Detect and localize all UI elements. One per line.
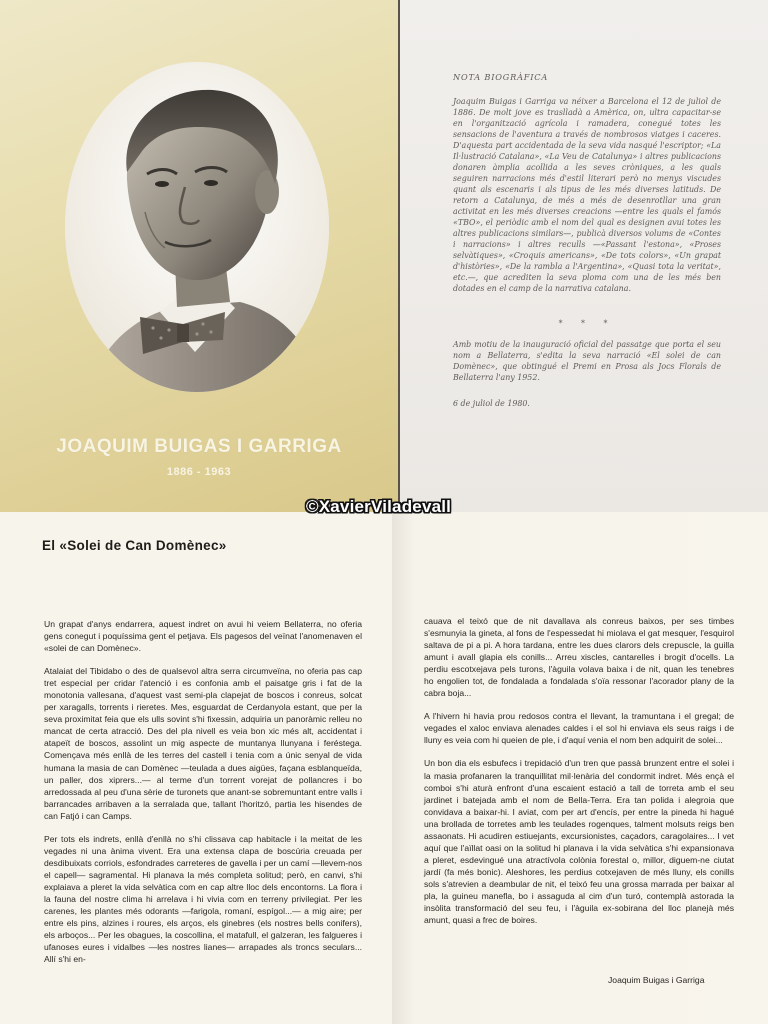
author-signature: Joaquim Buigas i Garriga — [608, 975, 705, 985]
bio-heading: NOTA BIOGRÀFICA — [453, 72, 549, 82]
paragraph: A l'hivern hi havia prou redosos contra el llevant, la tramuntana i el gregal; de vegades el xaloc enviava alenades caldes i el sol hi enviava els seus raigs i de lluny es veia com hi queien de ple, i d'aquí venia el nom ben adquirit de solei... — [424, 711, 734, 746]
article-title: El «Solei de Can Domènec» — [42, 538, 227, 553]
portrait-oval — [65, 62, 329, 392]
copyright-watermark: ©XavierViladevall — [306, 497, 452, 516]
paragraph: Un grapat d'anys endarrera, aquest indret on avui hi veiem Bellaterra, no oferia gens conegut i poquíssima gent el petjava. Els pagesos del veïnat l'anomenaven el «solei de can Domènec». — [44, 619, 362, 654]
biography-page — [400, 0, 768, 512]
bio-edition-note: Amb motiu de la inauguració oficial del passatge que porta el seu nom a Bellaterra, s'edita la seva narració «El solei de can Domènec», que obtingué el Premi en Prosa als Jocs Florals de Bellaterra l'any 1952. — [453, 340, 721, 382]
cover-page — [0, 0, 398, 512]
article-column-right — [424, 615, 734, 937]
bio-date: 6 de juliol de 1980. — [453, 399, 530, 408]
paragraph: Per tots els indrets, enllà d'enllà no s'hi clissava cap habitacle i la meitat de les vegades ni una ànima vivent. Era una extensa clapa de boscúria creuada per desdibuixats corriols, esfondrades carreteres de gavella i per un camí —llevem-nos el capell— sagramental. Hi planava la més completa solitud; però, en canvi, s'hi explaiava a pleret la vida selvàtica com en cap altre lloc dels encontorns. La flora i la fauna del nostre clima hi arrelava i hi vivia com en terreny privilegiat. Per les carenes, les plantes més odorants —farigola, romaní, espígol...— a mig aire; per entre els pins, alzines i roures, els arços, els ginebres (els nostres bells conifers), els arboços... Per les obagues, la coscollina, el matafull, el galzeran, les falgueres i ufanoses eures i vidalbes —les nostres lianes— arrapades als troncs seculars... Allí s'hi en- — [44, 833, 362, 965]
bio-body: Joaquim Buigas i Garriga va néixer a Barcelona el 12 de juliol de 1886. De molt jove es traslladà a Amèrica, on, ultra capacitar-se en l'organització agrícola i ramadera, conegué totes les sensacions de l'aventura a través de nombrosos viatges i caceres. D'aquesta part accidentada de la seva vida nasqué l'escriptor; «La Il·lustració Catalana», «La Veu de Catalunya» i altres publicacions donaren àmplia acollida a les seves cròniques, a les quals seguiren narracions més d'estil literari però no menys viscudes quant als escenaris i als tipus de les més diverses latituds. De retorn a Catalunya, de més a més de desenrotllar una gran activitat en les més diverses creacions —entre les quals el famós «TBO», el periòdic amb el nom del qual es designen avui totes les altres publicacions similars—, publicà diversos volums de «Contes i narracions» i altres reculls —«Passant l'estona», «Proses selvàtiques», «Croquis americans», «De tots colors», «Un grapat d'històries», «De la rambla a l'Argentina», «Quasi tota la veritat», etc.—, que acrediten la seva ploma com una de les més ben dotades en el camp de la narrativa catalana. — [453, 97, 721, 293]
cover-life-years: 1886 - 1963 — [166, 466, 232, 478]
bio-separator: * * * — [558, 319, 616, 328]
paragraph: cauava el teixó que de nit davallava als conreus baixos, per ses timbes s'esmunyia la gineta, al fons de l'espessedat hi miolava el gat mesquer, l'esquirol saltava de pi a pi. A hora tardana, entre les dues clarors dels crepuscle, la guilla amunt i avall glapia els conills... Arreu xiscles, cantarelles i brogit d'ocells. La perdiu escotxejava pels turons, l'àguila volava baixa i de nit, quan les tenebres ho engolien tot, de fondalada a fondalada s'oïa ressonar l'acorador plany de la cabra boja... — [424, 616, 734, 699]
paragraph: Un bon dia els esbufecs i trepidació d'un tren que passà brunzent entre el solei i la masia profanaren la tranquillitat mil·lenària del condormit indret. Més ençà el comboi s'hi aturà enfront d'una escaient estació a tall de torreta amb el seu jardinet i batejada amb el nom de Bella-Terra. Era tan polida i alegroia que convidava a baixar-hi. I aviat, com per art d'encís, per entre la pineda hi hagué una brollada de torretes amb les teulades rogenques, talment molsuts reigs ben assaonats. Hi acudiren estiuejants, excursionistes, caçadors, caragolaires... I vet aquí que l'aïllat oasi on la solitud hi planava i la vida selvàtica s'hi expansionava a pleret, esdevingué una atractívola colònia forestal o, millor, diguem-ne ciutat jardí (fa més bonic). Aleshores, les perdius cotxejaven de més lluny, els conills sols s'atrevien a deambular de nit, el teixó feu una grossa marrada per baixar al pla, la guineu manefla, bo i assaguda al cim d'un turó, contemplà astorada la insòlita transformació del seu feu, i l'àguila ex-sobirana del lloc planejà més amunt, quasi a frec de boires. — [424, 758, 734, 926]
portrait-photo — [65, 62, 329, 392]
paragraph: Atalaiat del Tibidabo o des de qualsevol altra serra circumveïna, no oferia pas cap tret especial per cridar l'atenció i es confonia amb el paisatge gris i fat de la monotonia vallesana, d'aquest vast semi-pla clapejat de boscos i conreus, solcat per xaragalls, torrents i rieretes. Mes, esguardat de Cerdanyola estant, que per la seva proximitat feia que els ulls sovint s'hi fixessin, adquiria un panoràmic relleu no mancat de certa atracció. Des del pla nivell es veia bon xic més alt, accidentat i atapeït de boscos, assolint un mig aspecte de muntanya llunyana i feréstega. Començava més enllà de les terres del castell i tenia com a únic senyal de vida humana la masia de can Domènec —teulada a dues aigües, façana esblanqueïda, un paller, dos xiprers...— al terme d'un torrent vorejat de pollancres i bo arredossada al peu d'una sèrie de turonets que anant-se sobremuntant entre valls i barrancades arribaven a la serralada que, tallant l'horitzó, partia les hisendes de can Fatjó i can Camps. — [44, 666, 362, 821]
cover-author-name: JOAQUIM BUIGAS I GARRIGA — [56, 436, 342, 457]
article-column-left — [44, 618, 362, 976]
